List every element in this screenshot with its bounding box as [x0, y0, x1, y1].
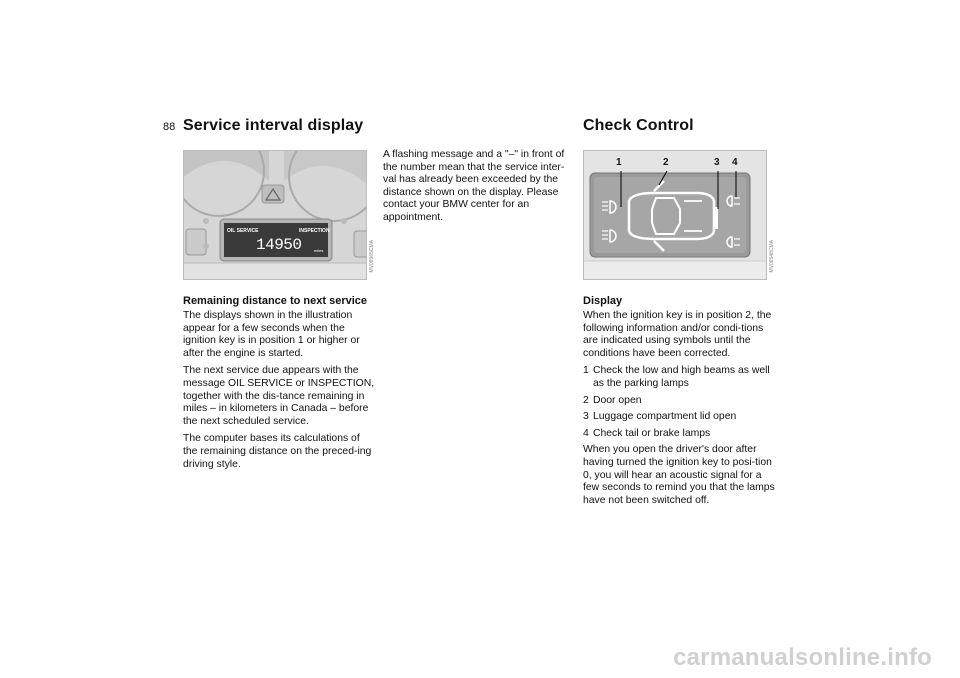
subheading-display: Display	[583, 295, 623, 307]
list-item	[583, 395, 775, 408]
list-item-number: 2	[583, 394, 589, 406]
subheading-remaining-distance: Remaining distance to next service	[183, 295, 368, 307]
figure-code-1: MV09965CMA	[369, 240, 375, 273]
list-item	[583, 411, 775, 424]
oil-service-label: OIL SERVICE	[227, 228, 259, 234]
check-control-body	[583, 295, 775, 512]
list-item-text: Check the low and high beams as well as the parking lamps	[593, 365, 770, 389]
paragraph: The displays shown in the illustration appear for a few seconds when the ignition key is in position 1 or higher or after the engine is started.	[183, 310, 360, 359]
section-title-check-control: Check Control	[583, 117, 694, 134]
remaining-distance-number: 14950	[256, 236, 302, 254]
callout-1: 1	[616, 157, 622, 168]
page-number: 88	[163, 121, 176, 133]
paragraph: The computer bases its calculations of the remaining distance on the preced-ing driving style.	[183, 433, 372, 470]
callout-2: 2	[663, 157, 669, 168]
list-item-text: Check tail or brake lamps	[593, 427, 711, 439]
list-item-number: 3	[583, 411, 589, 423]
inspection-label: INSPECTION	[299, 228, 330, 234]
list-item-text: Luggage compartment lid open	[593, 411, 737, 423]
paragraph: The next service due appears with the message OIL SERVICE or INSPECTION, together with the dis-tance remaining in miles – in kilometers in Canada – before the next scheduled service.	[183, 365, 375, 427]
service-display-illustration	[183, 150, 367, 280]
service-exceeded-paragraph: A flashing message and a "–" in front of the number mean that the service inter-val has already been exceeded by the distance shown on the display. Please contact your BMW center for an appointment.	[383, 149, 565, 223]
figure-code-2: MV06548CMA	[769, 240, 775, 273]
list-item-number: 1	[583, 365, 589, 377]
callout-4: 4	[732, 157, 738, 168]
watermark: carmanualsonline.info	[673, 644, 932, 671]
list-item-number: 4	[583, 427, 589, 439]
section-title-service-interval: Service interval display	[183, 117, 364, 134]
intro-paragraph: When the ignition key is in position 2, the following information and/or condi-tions are indicated using symbols until the conditions have been corrected.	[583, 310, 772, 359]
check-control-drawing	[584, 151, 766, 279]
distance-unit: miles	[314, 248, 324, 253]
callout-3: 3	[714, 157, 720, 168]
list-item-text: Door open	[593, 394, 642, 406]
outro-paragraph: When you open the driver's door after having turned the ignition key to posi-tion 0, you will hear an acoustic signal for a few seconds to remind you that the lamps have not been switched off.	[583, 444, 775, 506]
list-item	[583, 365, 775, 390]
check-control-illustration	[583, 150, 767, 280]
list-item	[583, 428, 775, 441]
service-interval-body	[183, 295, 375, 476]
instrument-cluster-drawing	[184, 151, 366, 279]
